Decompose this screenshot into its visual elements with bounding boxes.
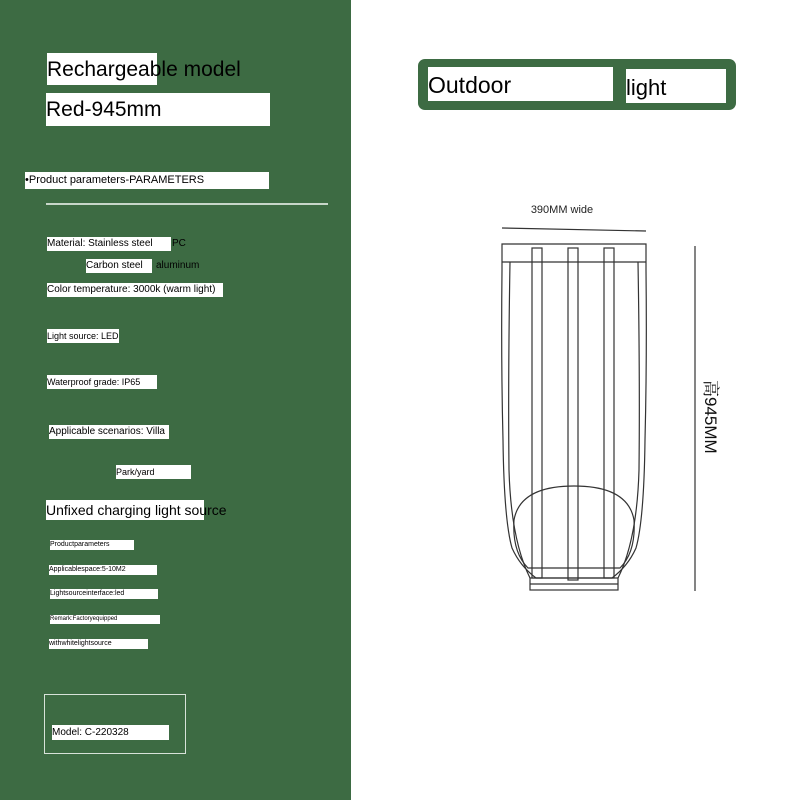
heading-size: Red-945mm: [46, 93, 270, 126]
interface-text: Lightsourceinterface:led: [50, 589, 158, 599]
title-word-1: Outdoor: [428, 67, 613, 101]
width-dimension-line: [502, 228, 646, 231]
lantern-outline-outer: [502, 244, 647, 578]
waterproof-text: Waterproof grade: IP65: [47, 375, 157, 389]
material-2-text: Carbon steel: [86, 259, 152, 273]
title-word-2: light: [626, 69, 726, 103]
model-text: Model: C-220328: [52, 725, 169, 740]
material-text: Material: Stainless steel: [47, 237, 171, 251]
material-2-extra-text: aluminum: [156, 260, 200, 271]
scenarios-text: Applicable scenarios: Villa: [49, 425, 169, 439]
lantern-bar: [532, 248, 542, 578]
applicable-space-text: Applicablespace:5-10M2: [49, 565, 157, 575]
width-label: 390MM wide: [530, 204, 594, 216]
light-source-text: Light source: LED: [47, 331, 119, 341]
remark-text: Remark:Factoryequipped: [50, 615, 160, 624]
small-params-text: Productparameters: [50, 540, 134, 550]
lantern-bar: [568, 248, 578, 580]
remark-2-text: withwhitelightsource: [49, 639, 148, 649]
heading-model: Rechargeable model: [47, 53, 157, 85]
color-temperature-text: Color temperature: 3000k (warm light): [47, 283, 223, 297]
charging-heading: Unfixed charging light source: [46, 502, 227, 518]
lantern-bar: [604, 248, 614, 578]
params-header: •Product parameters-PARAMETERS: [25, 172, 269, 189]
height-label: 高945MM: [701, 380, 720, 454]
material-extra-text: PC: [172, 238, 186, 249]
scenarios-2-text: Park/yard: [116, 465, 191, 479]
